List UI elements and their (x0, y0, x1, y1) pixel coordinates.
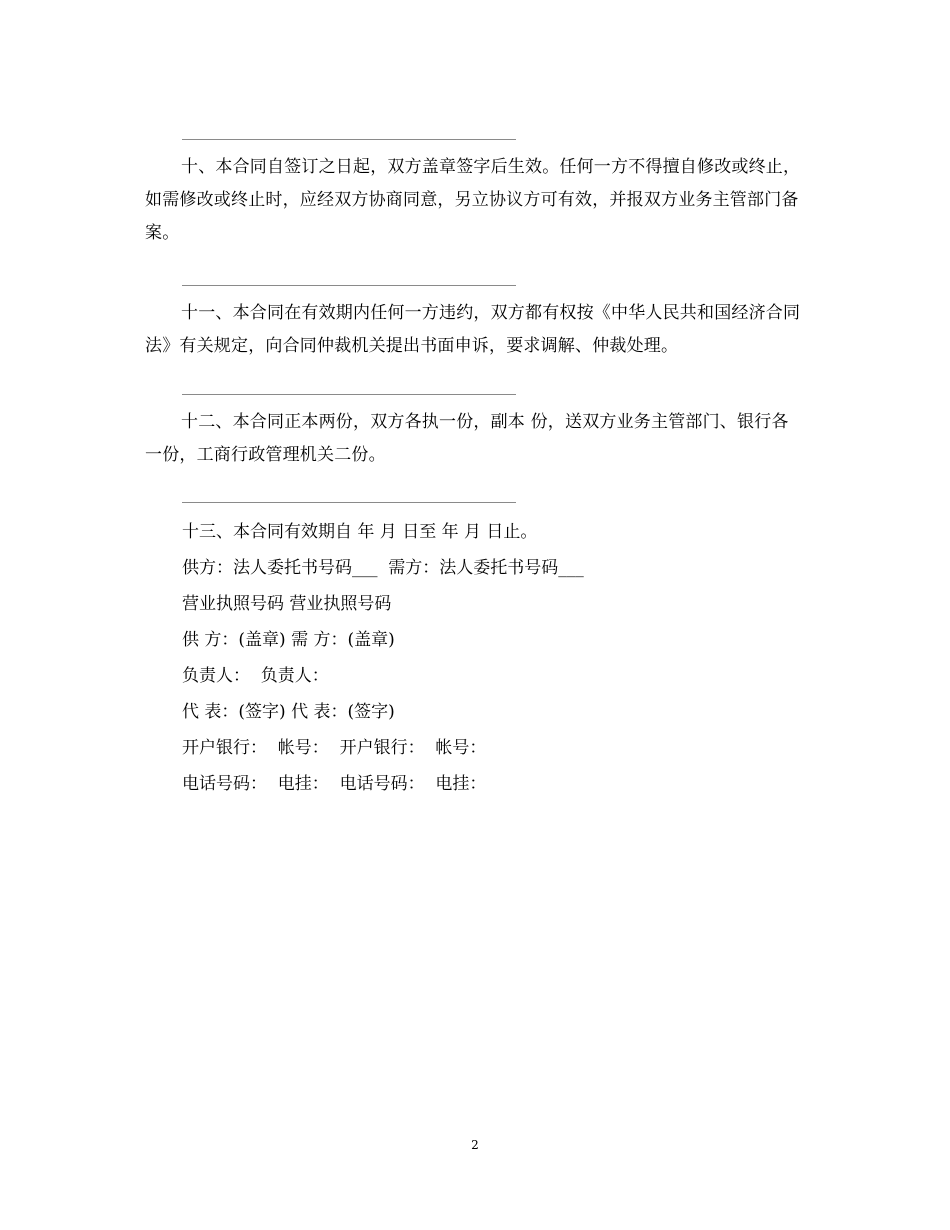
signature-line-responsible-person: 负责人： 负责人： (182, 666, 329, 686)
clause-13: 十三、本合同有效期自 年 月 日至 年 月 日止。 (182, 522, 538, 542)
signature-line-bank-account: 开户银行： 帐号： 开户银行： 帐号： (182, 738, 487, 758)
signature-line-seal: 供 方：(盖章) 需 方：(盖章) (182, 630, 395, 650)
clause-11: 十一、本合同在有效期内任何一方违约，双方都有权按《中华人民共和国经济合同法》有关规定，向合同仲裁机关提出书面申诉，要求调解、仲裁处理。 (145, 303, 801, 356)
signature-line-representative: 代 表：(签字) 代 表：(签字) (182, 702, 395, 722)
separator-line (182, 285, 516, 286)
page-number: 2 (471, 1138, 479, 1152)
clause-10: 十、本合同自签订之日起，双方盖章签字后生效。任何一方不得擅自修改或终止，如需修改或终止时，应经双方协商同意，另立协议方可有效，并报双方业务主管部门备案。 (145, 157, 801, 243)
clause-12: 十二、本合同正本两份，双方各执一份，副本 份，送双方业务主管部门、银行各一份，工商行政管理机关二份。 (145, 412, 789, 465)
signature-line-authorization: 供方：法人委托书号码___ 需方：法人委托书号码___ (182, 558, 584, 578)
signature-line-business-license: 营业执照号码 营业执照号码 (182, 594, 392, 614)
separator-line (182, 394, 516, 395)
signature-line-phone: 电话号码： 电挂： 电话号码： 电挂： (182, 774, 487, 794)
separator-line (182, 139, 516, 140)
separator-line (182, 502, 516, 503)
